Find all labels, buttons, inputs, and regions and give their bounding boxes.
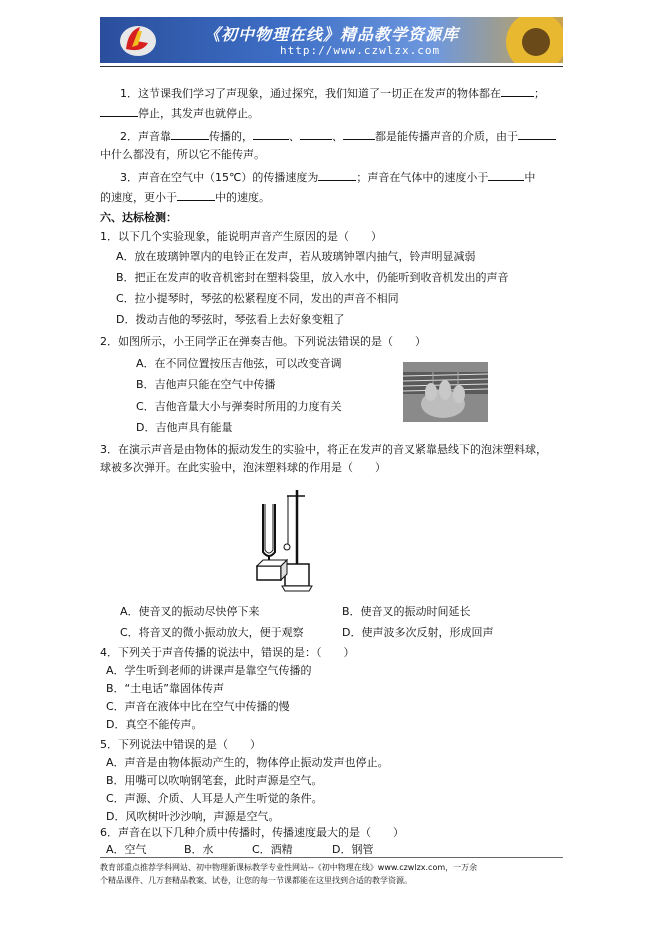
q4-option-a[interactable]: A．学生听到老师的讲课声是靠空气传播的 [106, 664, 312, 677]
section-title: 六、达标检测： [100, 211, 177, 224]
q2-option-b[interactable]: B．吉他声只能在空气中传播 [136, 378, 276, 391]
q6-stem: 6．声音在以下几种介质中传播时，传播速度最大的是（ ） [100, 826, 404, 839]
q3-option-b[interactable]: B．使音叉的振动时间延长 [342, 605, 471, 618]
q5-option-c[interactable]: C．声源、介质、人耳是人产生听觉的条件。 [106, 792, 323, 805]
fill-blank[interactable] [501, 84, 534, 97]
tuning-fork-diagram [249, 484, 317, 592]
q2-option-a[interactable]: A．在不同位置按压吉他弦，可以改变音调 [136, 357, 342, 370]
guitar-photo [403, 362, 488, 422]
fill-blank[interactable] [253, 127, 289, 140]
fill-blank[interactable] [171, 127, 209, 140]
q4-option-d[interactable]: D．真空不能传声。 [106, 718, 203, 731]
q3-option-d[interactable]: D．使声波多次反射，形成回声 [342, 626, 494, 639]
fill-blank[interactable] [100, 104, 138, 117]
q3-stem-line1: 3．在演示声音是由物体的振动发生的实验中，将正在发声的音叉紧靠悬线下的泡沫塑料球， [100, 443, 547, 456]
q6-option-b[interactable]: B．水 [184, 843, 214, 856]
header-divider [100, 66, 563, 67]
review-q1-line1: 1．这节课我们学习了声现象，通过探究，我们知道了一切正在发声的物体都在 ； [120, 84, 545, 102]
fill-blank[interactable] [177, 188, 215, 201]
q2-option-d[interactable]: D．吉他声具有能量 [136, 421, 233, 434]
q5-option-d[interactable]: D．风吹树叶沙沙响，声源是空气。 [106, 810, 280, 823]
q3-option-c[interactable]: C．将音叉的微小振动放大，便于观察 [120, 626, 304, 639]
q3-option-a[interactable]: A．使音叉的振动尽快停下来 [120, 605, 260, 618]
sunflower-icon [501, 17, 563, 63]
q2-stem: 2．如图所示，小王同学正在弹奏吉他。下列说法错误的是（ ） [100, 335, 426, 348]
site-title: 《初中物理在线》精品教学资源库 [204, 25, 460, 44]
q1-option-a[interactable]: A．放在玻璃钟罩内的电铃正在发声，若从玻璃钟罩内抽气，铃声明显减弱 [116, 250, 476, 263]
site-url: http://www.czwlzx.com [280, 44, 441, 57]
review-q3-line2: 的速度，更小于 中的速度。 [100, 188, 270, 206]
q4-option-b[interactable]: B．“土电话”靠固体传声 [106, 682, 224, 695]
q6-option-c[interactable]: C．酒精 [252, 843, 293, 856]
header-banner [100, 17, 563, 63]
q6-option-d[interactable]: D．钢管 [332, 843, 374, 856]
q1-option-c[interactable]: C．拉小提琴时，琴弦的松紧程度不同，发出的声音不相同 [116, 292, 399, 305]
review-q1-line2: 停止，其发声也就停止。 [100, 104, 259, 122]
fill-blank[interactable] [488, 168, 524, 181]
q4-option-c[interactable]: C．声音在液体中比在空气中传播的慢 [106, 700, 290, 713]
review-q2-line2: 中什么都没有，所以它不能传声。 [100, 148, 265, 161]
q1-option-d[interactable]: D．拨动吉他的琴弦时，琴弦看上去好象变粗了 [116, 313, 345, 326]
q6-option-a[interactable]: A．空气 [106, 843, 147, 856]
q5-option-b[interactable]: B．用嘴可以吹响钢笔套，此时声源是空气。 [106, 774, 323, 787]
q2-option-c[interactable]: C．吉他音量大小与弹奏时所用的力度有关 [136, 400, 342, 413]
q3-stem-line2: 球被多次弹开。在此实验中，泡沫塑料球的作用是（ ） [100, 461, 386, 474]
footer-line2: 个精品课件、几万套精品教案、试卷，让您的每一节课都能在这里找到合适的教学资源。 [100, 876, 412, 885]
fill-blank[interactable] [318, 168, 356, 181]
site-logo-icon [118, 21, 158, 59]
fill-blank[interactable] [343, 127, 375, 140]
q5-option-a[interactable]: A．声音是由物体振动产生的，物体停止振动发声也停止。 [106, 756, 389, 769]
q5-stem: 5．下列说法中错误的是（ ） [100, 738, 261, 751]
q1-stem: 1．以下几个实验现象，能说明声音产生原因的是（ ） [100, 230, 382, 243]
review-q3-line1: 3．声音在空气中（15℃）的传播速度为 ；声音在气体中的速度小于 中 [120, 168, 535, 186]
q1-option-b[interactable]: B．把正在发声的收音机密封在塑料袋里，放入水中，仍能听到收音机发出的声音 [116, 271, 509, 284]
fill-blank[interactable] [518, 127, 556, 140]
q4-stem: 4．下列关于声音传播的说法中，错误的是：（ ） [100, 646, 355, 659]
fill-blank[interactable] [300, 127, 332, 140]
footer-divider [100, 857, 563, 858]
review-q2-line1: 2．声音靠 传播的， 、 、 都是能传播声音的介质，由于 [120, 127, 556, 145]
footer-line1: 教育部重点推荐学科网站、初中物理新课标教学专业性网站--《初中物理在线》www.czwlzx.com，一万余 [100, 863, 478, 872]
